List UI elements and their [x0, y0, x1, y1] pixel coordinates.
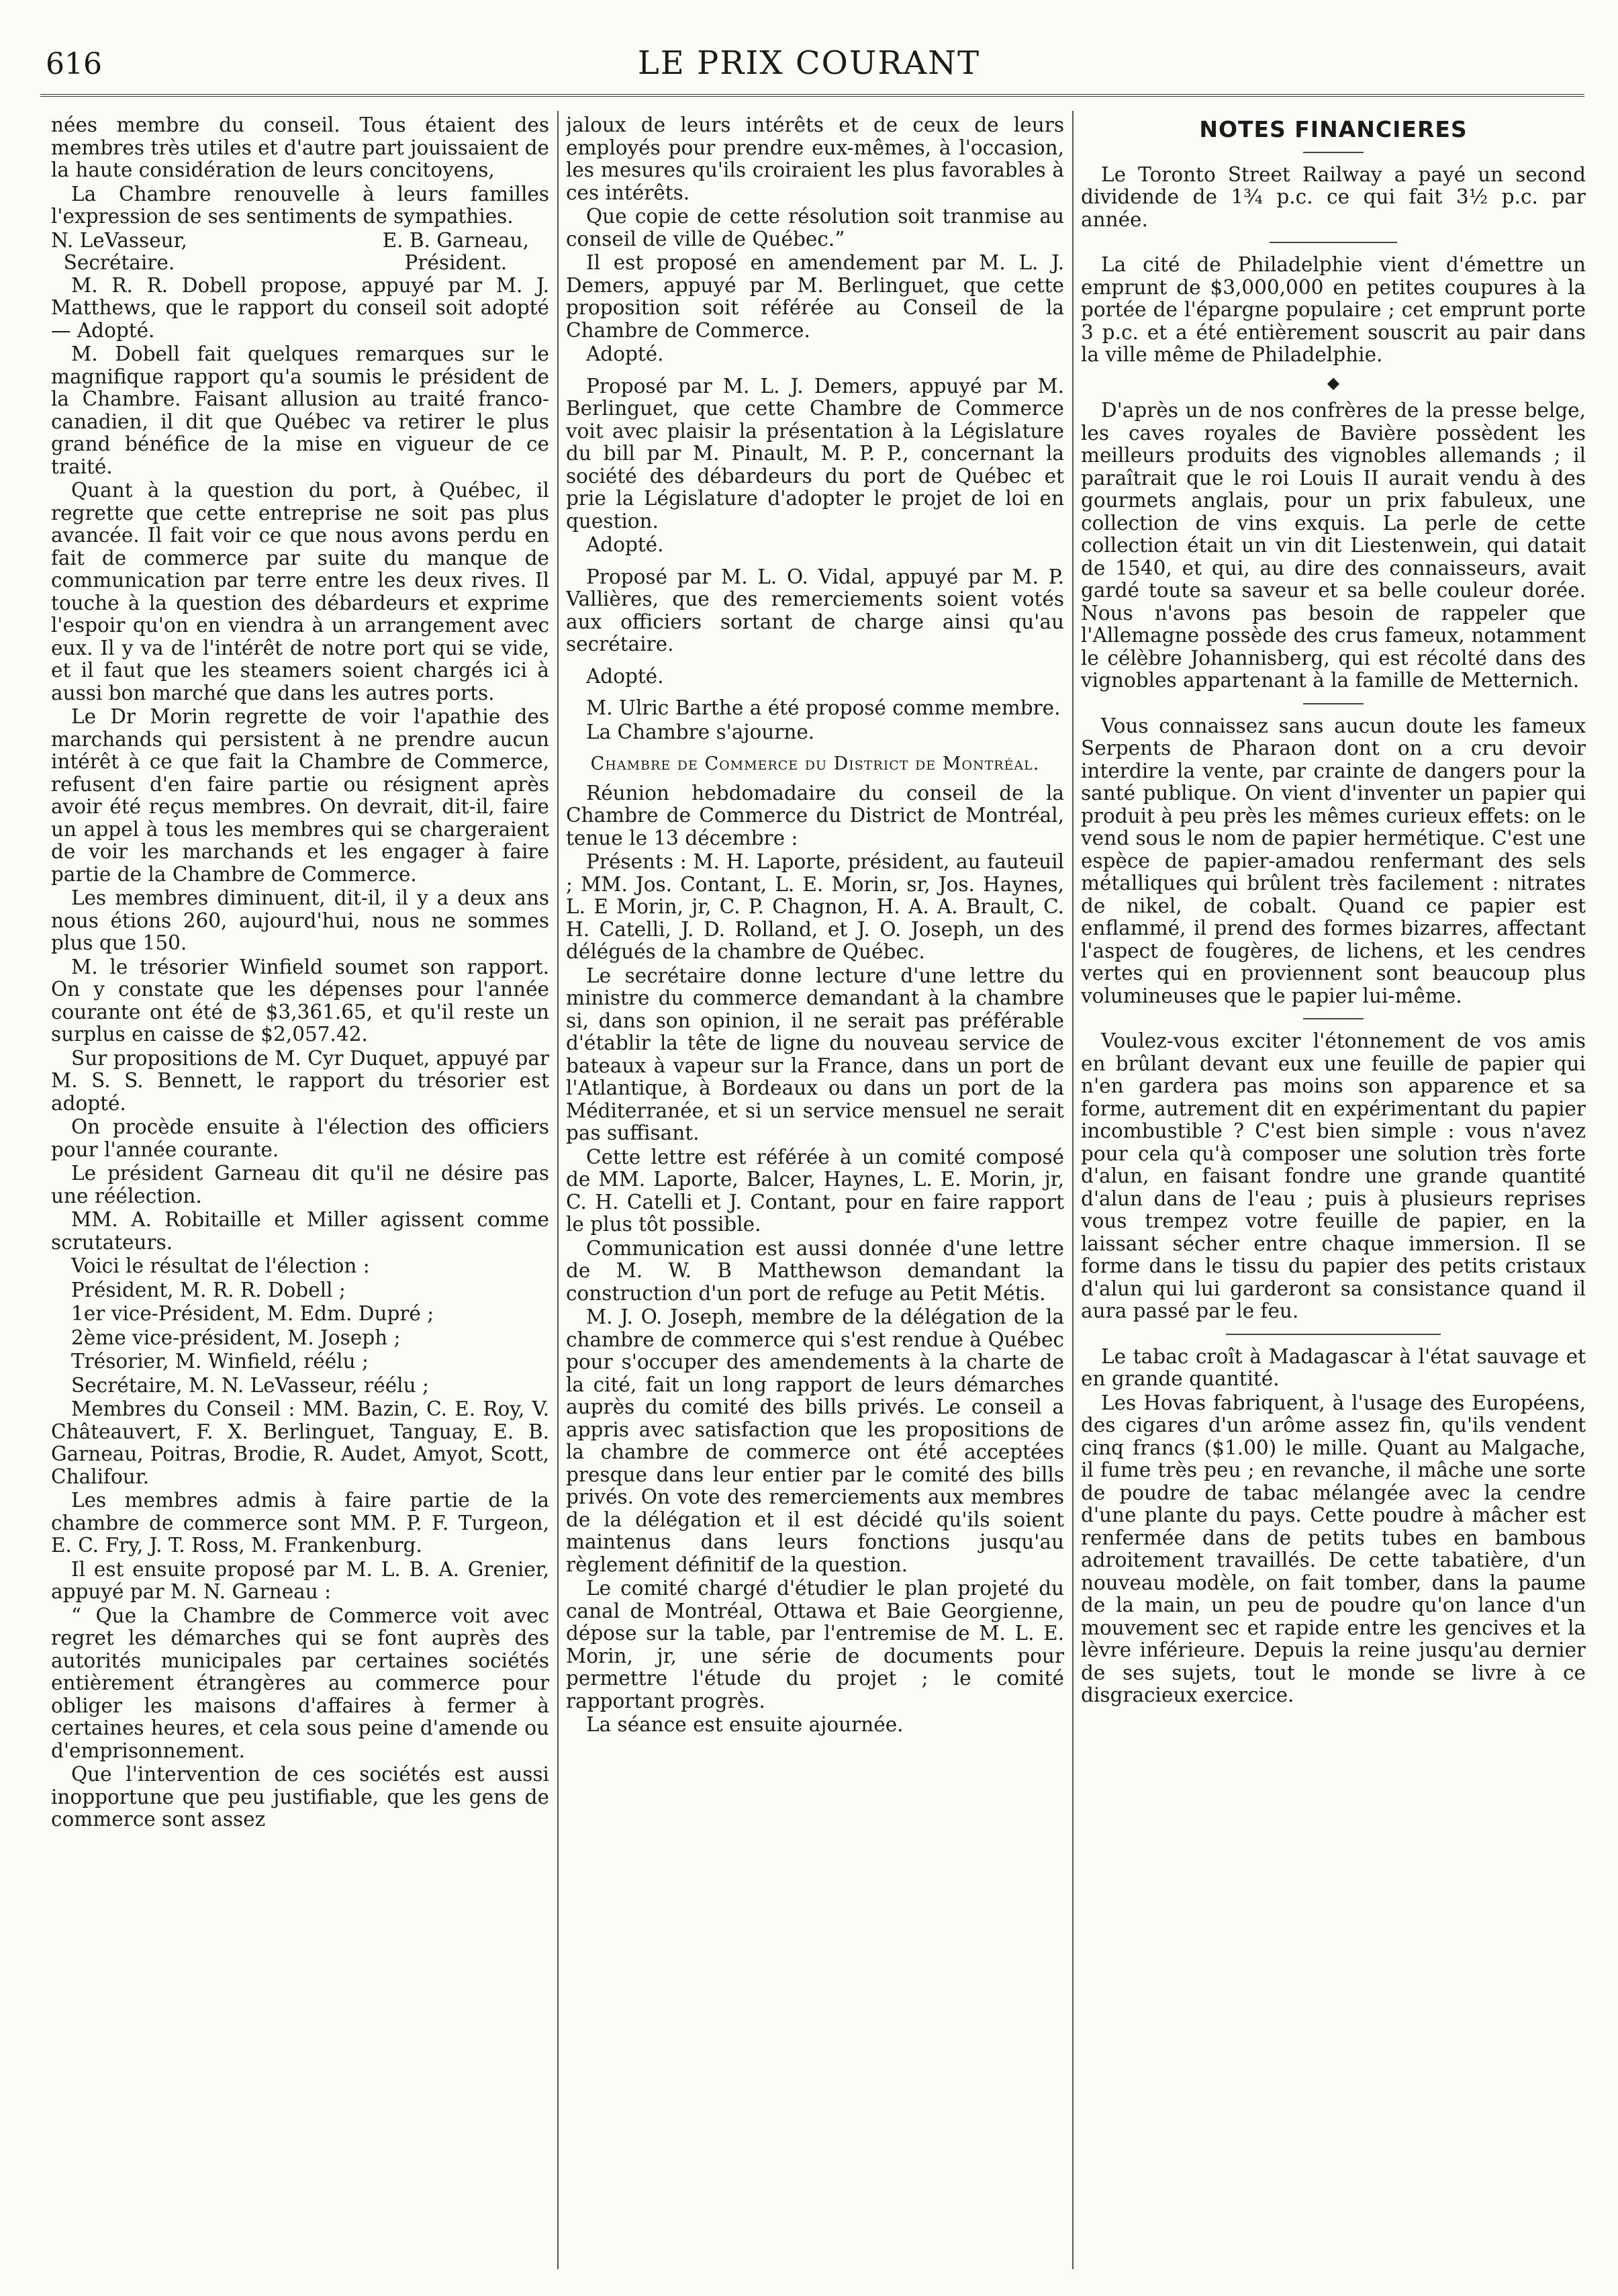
paragraph: Proposé par M. L. O. Vidal, appuyé par M. P. Vallières, que des remerciements soient votés aux officiers sortant de charge ainsi qu'au secrétaire.	[566, 565, 1064, 655]
paragraph: Communication est aussi donnée d'une lettre de M. W. B Matthewson demandant la construction d'un port de refuge au Petit Métis.	[566, 1236, 1064, 1305]
paragraph: MM. A. Robitaille et Miller agissent comme scrutateurs.	[51, 1208, 549, 1254]
signature-secretary	[51, 230, 187, 275]
news-item: La cité de Philadelphie vient d'émettre un emprunt de $3,000,000 en petites coupures à la portée de l'épargne populaire ; cet emprunt porte 3 p.c. et a été entièrement souscrit au pair dans la ville même de Philadelphie.	[1081, 253, 1586, 366]
paragraph: Le secrétaire donne lecture d'une lettre du ministre du commerce demandant à la chambre si, dans son opinion, il ne serait pas préférable d'établir la tête de ligne du nouveau service de bateaux à vapeur sur la France, dans un port de l'Atlantique, à Bordeaux ou dans un port de la Méditerranée, et si un service mensuel ne serait pas suffisant.	[566, 964, 1064, 1144]
paragraph: On procède ensuite à l'élection des officiers pour l'année courante.	[51, 1115, 549, 1161]
paragraph: Le Dr Morin regrette de voir l'apathie des marchands qui persistent à ne prendre aucun intérêt à ce que fait la Chambre de Commerce, refusent d'en faire partie ou résignent après avoir été reçus membres. On devrait, dit-il, faire un appel à tous les membres qui se chargeraient de voir les marchands et les engager à faire partie de la Chambre de Commerce.	[51, 705, 549, 886]
separator	[1303, 1018, 1364, 1019]
paragraph: Il est proposé en amendement par M. L. J. Demers, appuyé par M. Berlinguet, que cette proposition soit référée au Conseil de la Chambre de Commerce.	[566, 251, 1064, 342]
section-heading: Chambre de Commerce du District de Montréal.	[590, 753, 1040, 774]
spacer	[566, 367, 1064, 375]
paragraph: Les membres diminuent, dit-il, il y a deux ans nous étions 260, aujourd'hui, nous ne sommes plus que 150.	[51, 886, 549, 954]
result-line: Secrétaire, M. N. LeVasseur, réélu ;	[71, 1373, 429, 1397]
news-item: Le tabac croît à Madagascar à l'état sauvage et en grande quantité.	[1081, 1344, 1586, 1390]
result-line: Trésorier, M. Winfield, réélu ;	[71, 1350, 369, 1373]
header-rule	[40, 94, 1584, 97]
signature-president	[383, 230, 529, 275]
paragraph: Présents : M. H. Laporte, président, au fauteuil ; MM. Jos. Contant, L. E. Morin, sr, Jos. Haynes, L. E Morin, jr, C. P. Chagnon, H. A. A. Brault, C. H. Catelli, J. D. Rolland, et J. O. Joseph, un des délégués de la chambre de Québec.	[566, 850, 1064, 963]
paragraph: “ Que la Chambre de Commerce voit avec regret les démarches qui se font auprès des autorités municipales par certaines sociétés entièrement étrangères au commerce pour obliger les maisons d'affaires à fermer à certaines heures, et cela sous peine d'amende ou d'emprisonnement.	[51, 1604, 549, 1762]
paragraph: Que l'intervention de ces sociétés est aussi inopportune que peu justifiable, que les gens de commerce sont assez	[51, 1763, 549, 1831]
section-heading: NOTES FINANCIERES	[1199, 116, 1468, 142]
paragraph: Proposé par M. L. J. Demers, appuyé par M. Berlinguet, que cette Chambre de Commerce voit avec plaisir la présentation à la Législature du bill par M. Pinault, M. P. P., concernant la société des débardeurs du port de Québec et prie la Législature d'adopter le projet de loi en question.	[566, 374, 1064, 533]
separator	[1270, 242, 1397, 243]
paragraph: La Chambre s'ajourne.	[586, 720, 815, 743]
column-1	[51, 114, 549, 2269]
paragraph: Cette lettre est référée à un comité composé de MM. Laporte, Balcer, Haynes, L. E. Morin, jr, C. H. Catelli et J. Contant, pour en faire rapport le plus tôt possible.	[566, 1145, 1064, 1236]
paragraph: Voici le résultat de l'élection :	[71, 1254, 370, 1277]
paragraph: Le comité chargé d'étudier le plan projeté du canal de Montréal, Ottawa et Baie Georgienne, dépose sur la table, par l'entremise de M. L. E. Morin, jr, une série de documents pour permettre l'étude du projet ; le comité rapportant progrès.	[566, 1577, 1064, 1712]
paragraph: M. J. O. Joseph, membre de la délégation de la chambre de commerce qui s'est rendue à Québec pour s'occuper des amendements à la charte de la cité, fait un long rapport de leurs démarches auprès du comité des bills privés. Le conseil a appris avec satisfaction que les propositions de la chambre de commerce ont été acceptées presque dans leur entier par le comité des bills privés. On vote des remerciements aux membres de la délégation et il est décidé qu'ils soient maintenus dans leurs fonctions jusqu'au règlement définitif de la question.	[566, 1305, 1064, 1576]
paragraph: Il est ensuite proposé par M. L. B. A. Grenier, appuyé par M. N. Garneau :	[51, 1557, 549, 1603]
column-divider	[1072, 111, 1074, 2269]
page-number: 616	[46, 47, 102, 81]
paragraph: Quant à la question du port, à Québec, il regrette que cette entreprise ne soit pas plus avancée. Il fait voir ce que nous avons perdu en fait de commerce par suite du manque de communication par terre entre les deux rives. Il touche à la question des débardeurs et exprime l'espoir qu'on en viendra à un arrangement avec eux. Il y va de l'intérêt de notre port qui se vide, et il faut que les steamers soient chargés ici à aussi bon marché que dans les autres ports.	[51, 479, 549, 704]
result-line: 1er vice-Président, M. Edm. Dupré ;	[71, 1302, 434, 1325]
news-item: Le Toronto Street Railway a payé un second dividende de 1¾ p.c. ce qui fait 3½ p.c. par année.	[1081, 163, 1586, 231]
paragraph: M. le trésorier Winfield soumet son rapport. On y constate que les dépenses pour l'année courante ont été de $3,361.65, et qu'il reste un surplus en caisse de $2,057.42.	[51, 955, 549, 1046]
paragraph: Adopté.	[586, 342, 664, 365]
spacer	[566, 558, 1064, 566]
news-item: Voulez-vous exciter l'étonnement de vos amis en brûlant devant eux une feuille de papier qui n'en gardera pas moins son apparence et sa forme, autrement dit en expérimentant du papier incombustible ? C'est bien simple : vous n'avez pour cela qu'à composer une solution très forte d'alun, en faisant fondre une grande quantité d'alun dans de l'eau ; puis à plusieurs reprises vous trempez votre feuille de papier, en la laissant sécher entre chaque immersion. Il se forme dans le tissu du papier des petits cristaux d'alun qui lui garderont sa consistance quand il aura passé par le feu.	[1081, 1029, 1586, 1322]
separator	[1303, 152, 1364, 153]
news-item: Vous connaissez sans aucun doute les fameux Serpents de Pharaon dont on a cru devoir interdire la vente, par crainte de dangers pour la santé publique. On vient d'inventer un papier qui produit à peu près les mêmes curieux effets: on le vend sous le nom de papier hermétique. C'est une espèce de papier-amadou renfermant des sels métalliques qui brûlent très facilement : nitrates de nikel, de cobalt. Quand ce papier est enflammé, il prend des formes bizarres, affectant l'aspect de fougères, de lichens, et les cendres vertes qui en proviennent sont beaucoup plus volumineuses que le papier lui-même.	[1081, 714, 1586, 1007]
column-divider	[557, 111, 559, 2269]
paragraph: nées membre du conseil. Tous étaient des membres très utiles et d'autre part jouissaient de la haute considération de leurs concitoyens,	[51, 114, 549, 181]
paragraph: Que copie de cette résolution soit tranmise au conseil de ville de Québec.”	[566, 205, 1064, 250]
paragraph: M. Dobell fait quelques remarques sur le magnifique rapport qu'a soumis le président de la Chambre. Faisant allusion au traité franco-canadien, il dit que Québec va retirer le plus grand bénéfice de la mise en vigueur de ce traité.	[51, 342, 549, 478]
result-line: Président, M. R. R. Dobell ;	[71, 1278, 346, 1301]
signature-name: E. B. Garneau,	[382, 228, 529, 252]
separator	[1303, 703, 1364, 704]
separator	[1226, 1334, 1441, 1335]
paragraph: Le président Garneau dit qu'il ne désire pas une réélection.	[51, 1162, 549, 1207]
paragraph: Réunion hebdomadaire du conseil de la Chambre de Commerce du District de Montréal, tenue le 13 décembre :	[566, 781, 1064, 849]
ornament-icon: ◆	[1327, 373, 1340, 392]
signature-role: Président.	[404, 251, 508, 274]
paragraph: Adopté.	[586, 533, 664, 556]
spacer	[566, 657, 1064, 665]
paragraph: Les membres admis à faire partie de la chambre de commerce sont MM. P. F. Turgeon, E. C. Fry, J. T. Ross, M. Frankenburg.	[51, 1489, 549, 1557]
journal-title: LE PRIX COURANT	[637, 44, 981, 82]
paragraph: Sur propositions de M. Cyr Duquet, appuyé par M. S. S. Bennett, le rapport du trésorier est adopté.	[51, 1046, 549, 1115]
paragraph: Adopté.	[586, 664, 664, 688]
paragraph: M. R. R. Dobell propose, appuyé par M. J. Matthews, que le rapport du conseil soit adopté — Adopté.	[51, 273, 549, 342]
signatures	[51, 230, 549, 275]
news-item: Les Hovas fabriquent, à l'usage des Européens, des cigares d'un arôme assez fin, qu'ils vendent cinq francs ($1.00) le mille. Quant au Malgache, il fume très peu ; en revanche, il mâche une sorte de poudre de tabac mélangée avec la cendre d'une plante du pays. Cette poudre à mâcher est renfermée dans de petits tubes en bambous adroitement travaillés. De cette tabatière, d'un nouveau modèle, on fait tomber, dans la paume de la main, un peu de poudre qu'on lance d'un mouvement sec et rapide entre les gencives et la lèvre inférieure. Depuis la reine jusqu'au dernier de ses sujets, tout le monde se livre à ce disgracieux exercice.	[1081, 1391, 1586, 1706]
result-line: Membres du Conseil : MM. Bazin, C. E. Roy, V. Châteauvert, F. X. Berlinguet, Tanguay, E. B. Garneau, Poitras, Brodie, R. Audet, Amyot, Scott, Chalifour.	[51, 1397, 549, 1488]
paragraph: M. Ulric Barthe a été proposé comme membre.	[586, 696, 1061, 719]
result-line: 2ème vice-président, M. Joseph ;	[71, 1326, 401, 1349]
paragraph: La Chambre renouvelle à leurs familles l'expression de ses sentiments de sympathies.	[51, 182, 549, 228]
paragraph: La séance est ensuite ajournée.	[586, 1713, 904, 1736]
news-item: D'après un de nos confrères de la presse belge, les caves royales de Bavière possèdent les meilleurs produits des vignobles allemands ; il paraîtrait que le roi Louis II aurait vendu à des gourmets anglais, pour un prix fabuleux, une collection de vins exquis. La perle de cette collection était un vin dit Liestenwein, qui datait de 1540, et qui, au dire des connaisseurs, avait gardé toute sa saveur et sa belle couleur dorée. Nous n'avons pas besoin de rappeler que l'Allemagne possède des crus fameux, notamment le célèbre Johannisberg, qui est récolté dans des vignobles appartenant à la famille de Metternich.	[1081, 399, 1586, 692]
page-header	[40, 43, 1578, 86]
paragraph: jaloux de leurs intérêts et de ceux de leurs employés pour prendre eux-mêmes, à l'occasion, les mesures qu'ils croiraient les plus favorables à ces intérêts.	[566, 114, 1064, 204]
signature-name: N. LeVasseur,	[51, 228, 187, 252]
column-2	[566, 114, 1064, 2269]
signature-role: Secrétaire.	[63, 251, 175, 274]
column-3	[1081, 114, 1586, 2269]
